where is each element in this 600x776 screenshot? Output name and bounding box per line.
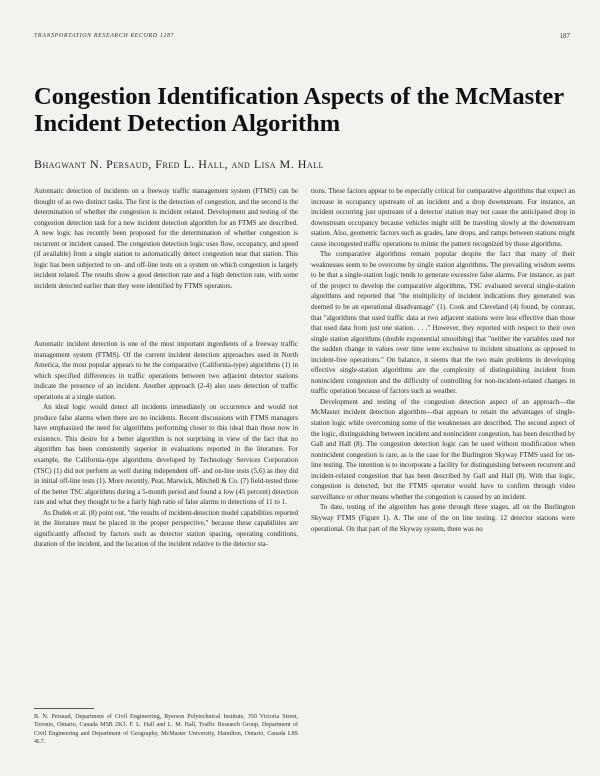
body-column-left bbox=[34, 339, 298, 550]
paper-title: Congestion Identification Aspects of the McMaster Incident Detection Algorithm bbox=[34, 83, 564, 137]
paragraph: To date, testing of the algorithm has gone through three stages, all on the Burlington Skyway FTMS (Figure 1). A. The one of the on line testing. 12 detector stations were operational. On that part of the Skyway system, there was no bbox=[311, 503, 575, 533]
page-number: 187 bbox=[559, 32, 570, 40]
paragraph: Automatic incident detection is one of the most important ingredients of a freeway traffic management system (FTMS). Of the current incident detection approaches used in North America, the most popular appears to be the comparative (California-type) algorithms (1) in which specified differences in traffic operations between two adjacent detector stations indicate the presence of an incident. Another approach (2-4) also uses detection of traffic operations at a single station. bbox=[34, 340, 298, 401]
author-line: Bhagwant N. Persaud, Fred L. Hall, and Lisa M. Hall bbox=[34, 157, 324, 171]
paragraph: tions. These factors appear to be especially critical for comparative algorithms that expect an increase in occupancy upstream of an incident and a drop downstream. For instance, an incident occurring just upstream of a detector station may not cause the anticipated drop in downstream occupancy because vehicles might still be traveling slowly at the downstream station. Also, geometric factors such as grades, lane drops, and ramps between stations might cause incongested traffic operations to mimic the pattern recognized by those algorithms. bbox=[311, 187, 575, 248]
paragraph: An ideal logic would detect all incidents immediately on occurrence and would not produce false alarms when there are no incidents. Recent discussions with FTMS managers have emphasized the need for algorithms performing closer to this ideal than those now in existence. This desire for a better algorithm is not surprising in view of the fact that no algorithm has been consistently superior in evaluations reported in the literature. For example, the California-type algorithms developed by Technology Services Corporation (TSC) (1) did not perform as well during independent off- and on-line tests (5,6) as they did in initial off-line tests (1). More recently, Peat, Marwick, Mitchell & Co. (7) field-tested three of the better TSC algorithms during a 5-month period and found a low (45 percent) detection rate and what they thought to be a fairly high ratio of false alarms to detections of 11 to 1. bbox=[34, 403, 298, 507]
paragraph: Development and testing of the congestion detection aspect of an approach—the McMaster incident detection algorithm—that appears to retain the advantages of single-station logic while overcoming some of the weaknesses are described. The second aspect of the logic, distinguishing between incident and nonincident congestion, has been described by Gall and Hall (8). The congestion detection logic can be used without modification when nonincident congestion is rare, as is the case for the Burlington Skyway FTMS used for on-line testing. The intention is to incorporate a facility for distinguishing between recurrent and incident-related congestion that has been described by Gall and Hall (8). With that logic, congestion is detected, but the FTMS operator would have to confirm through video surveillance or other means whether the congestion is caused by an incident. bbox=[311, 397, 575, 501]
abstract: Automatic detection of incidents on a freeway traffic management system (FTMS) can be thought of as two distinct tasks. The first is the detection of congestion, and the second is the determination of whether the congestion is incident related. Development and testing of the congestion detection task for a new incident detection algorithm for an FTMS are described. A new logic has recently been proposed for the determination of whether congestion is recurrent or incident caused. The congestion detection logic uses flow, occupancy, and speed (if available) from a single station to automatically detect congestion near that station. This logic has been subjected to on- and off-line tests on a system on which congestion is largely incident related. The results show a good detection rate and a high detection rate, with some incident detected earlier than they were identified by FTMS operators. bbox=[34, 187, 298, 290]
journal-header: TRANSPORTATION RESEARCH RECORD 1287 bbox=[34, 33, 175, 39]
paragraph: As Dudek et al. (8) point out, "the results of incident-detection model capabilities reported in the literature must be placed in the proper perspective," because these capabilities are significantly affected by factors such as detector station spacing, operating conditions, duration of the incident, and the location of the incident relative to the detector sta- bbox=[34, 508, 298, 549]
body-column-right bbox=[311, 186, 575, 534]
paragraph: The comparative algorithms remain popular despite the fact that many of their weaknesses seem to be overcome by single station algorithms. The prevailing wisdom seems to be that a single-station logic tends to generate excessive false alarms. For instance, as part of the project to develop the comparative algorithms, TSC evaluated several single-station algorithms and reported that "the multiplicity of incident indications they generated was deemed to be an operational disadvantage" (1). Cook and Cleveland (4) found, by contrast, that "algorithms that used traffic data at two adjacent stations were less effective than those that used data from just one station. . . ." However, they reported with respect to their own single station algorithms (double exponential smoothing) that "neither the variables used nor the sudden change in values over time were exclusive to incident situations as opposed to incident-free operations." On balance, it seems that the two main problems in developing effective single-station algorithms are the complexity of distinguishing incident from nonincident congestion and the difficulty of controlling for non-incident-related changes in traffic operation because of factors such as weather. bbox=[311, 250, 575, 396]
author-affiliations-footnote: B. N. Persaud, Department of Civil Engineering, Ryerson Polytechnical Institute, 350 Victoria Street, Toronto, Ontario, Canada M5B 2K3. F. L. Hall and L. M. Hall, Traffic Research Group, Department of Civil Engineering and Department of Geography, McMaster University, Hamilton, Ontario, Canada L8S 4L7. bbox=[34, 714, 298, 746]
footnote-rule bbox=[34, 708, 94, 709]
